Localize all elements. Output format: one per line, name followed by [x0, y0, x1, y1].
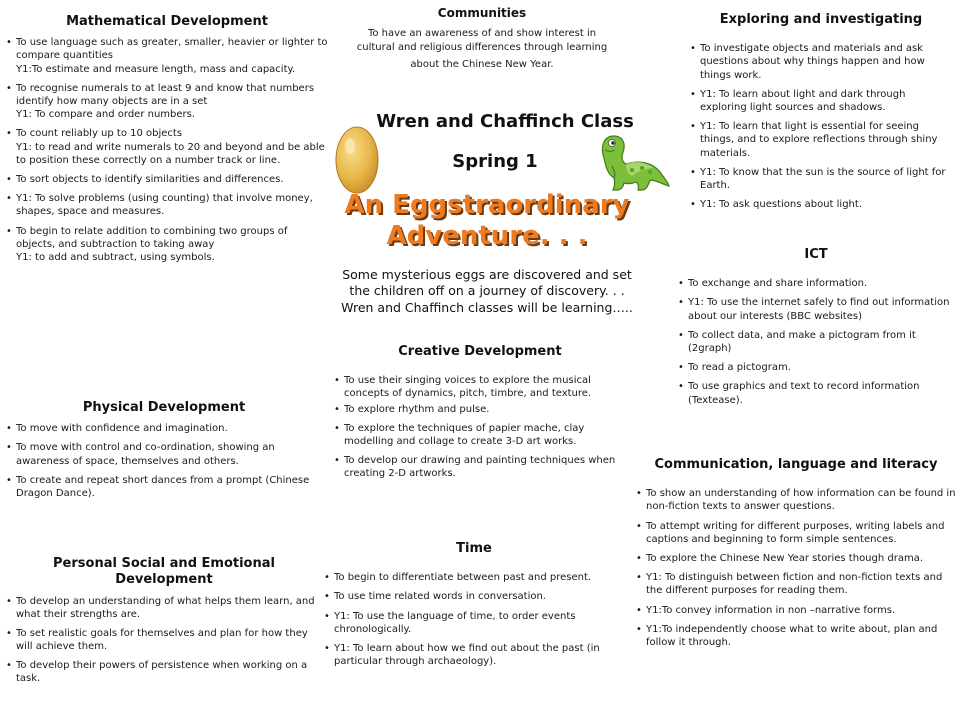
main-title: An Eggstraordinary Adventure. . . — [344, 190, 630, 252]
list-item: • To create and repeat short dances from a prompt (Chinese Dragon Dance). — [6, 474, 322, 500]
physical-section — [6, 400, 322, 506]
list-item: • Y1: To distinguish between fiction and non-fiction texts and the different purposes for reading them. — [636, 571, 956, 597]
list-item: • To explore the Chinese New Year stories though drama. — [636, 552, 956, 565]
pse-heading: Personal Social and Emotional Development — [53, 556, 275, 588]
list-item: • To collect data, and make a pictogram from it (2graph) — [678, 329, 954, 355]
cll-heading: Communication, language and literacy — [654, 457, 938, 472]
list-item: • To explore the techniques of papier mache, clay modelling and collage to create 3-D art works. — [334, 422, 626, 448]
ict-section — [678, 247, 954, 413]
list-item: • Y1: To solve problems (using counting) that involve money, shapes, space and measures. — [6, 192, 328, 218]
exploring-section — [690, 12, 952, 217]
cll-list — [636, 487, 956, 649]
communities-heading: Communities — [437, 6, 527, 20]
list-item: • Y1: To use the language of time, to order events chronologically. — [324, 610, 624, 636]
ict-heading: ICT — [804, 247, 828, 262]
list-item: • Y1: To learn about how we find out about the past (in particular through archaeology). — [324, 642, 624, 668]
list-item: • To use time related words in conversation. — [324, 590, 624, 603]
list-item: • To move with confidence and imagination. — [6, 422, 322, 435]
math-heading: Mathematical Development — [66, 14, 268, 29]
list-item: • To investigate objects and materials and ask questions about why things happen and how things work. — [690, 42, 952, 82]
list-item: • To use language such as greater, smaller, heavier or lighter to compare quantities Y1:To estimate and measure length, mass and capacity. — [6, 36, 328, 76]
list-item: • To explore rhythm and pulse. — [334, 403, 626, 416]
intro-text: Some mysterious eggs are discovered and set the children off on a journey of discovery. . . Wren and Chaffinch classes will be learning….. — [341, 267, 633, 315]
time-section — [324, 541, 624, 674]
list-item: • Y1:To independently choose what to write about, plan and follow it through. — [636, 623, 956, 649]
exploring-list — [690, 42, 952, 211]
list-item: • To develop their powers of persistence when working on a task. — [6, 659, 322, 685]
list-item: • To use graphics and text to record information (Textease). — [678, 380, 954, 406]
list-item: • Y1: To use the internet safely to find out information about our interests (BBC websites) — [678, 296, 954, 322]
list-item: • To use their singing voices to explore the musical concepts of dynamics, pitch, timbre, and texture. — [334, 374, 626, 400]
list-item: • To begin to relate addition to combining two groups of objects, and subtraction to taking away Y1: to add and subtract, using symbols. — [6, 225, 328, 265]
list-item: • To attempt writing for different purposes, writing labels and captions and beginning to form simple sentences. — [636, 520, 956, 546]
list-item: • To move with control and co-ordination, showing an awareness of space, themselves and others. — [6, 441, 322, 467]
list-item: • To exchange and share information. — [678, 277, 954, 290]
physical-heading: Physical Development — [82, 400, 246, 415]
list-item: • To develop our drawing and painting techniques when creating 2-D artworks. — [334, 454, 626, 480]
egg-image — [332, 118, 382, 196]
list-item: • To read a pictogram. — [678, 361, 954, 374]
egg-icon — [332, 118, 382, 196]
time-list — [324, 571, 624, 668]
pse-list — [6, 595, 322, 686]
list-item: • Y1: To learn about light and dark through exploring light sources and shadows. — [690, 88, 952, 114]
list-item: • Y1: To learn that light is essential for seeing things, and to explore reflections through shiny materials. — [690, 120, 952, 160]
list-item: • To show an understanding of how information can be found in non-fiction texts to answer questions. — [636, 487, 956, 513]
pse-section — [6, 556, 322, 692]
math-section — [6, 14, 328, 270]
cll-section — [636, 457, 956, 655]
math-list — [6, 36, 328, 264]
time-heading: Time — [456, 541, 492, 556]
exploring-heading: Exploring and investigating — [719, 12, 923, 27]
dinosaur-icon — [590, 130, 670, 192]
list-item: • To develop an understanding of what helps them learn, and what their strengths are. — [6, 595, 322, 621]
list-item: • To set realistic goals for themselves and plan for how they will achieve them. — [6, 627, 322, 653]
list-item: • Y1: To ask questions about light. — [690, 198, 952, 211]
communities-text: To have an awareness of and show interest in cultural and religious differences through learning about the Chinese New Year. — [356, 28, 608, 70]
creative-heading: Creative Development — [398, 344, 562, 359]
communities-section — [332, 6, 632, 75]
list-item: • To count reliably up to 10 objects Y1: to read and write numerals to 20 and beyond and be able to position these correctly on a number track or line. — [6, 127, 328, 167]
class-title: Wren and Chaffinch Class — [376, 111, 634, 132]
term-label: Spring 1 — [452, 151, 538, 172]
list-item: • Y1:To convey information in non –narrative forms. — [636, 604, 956, 617]
list-item: • To begin to differentiate between past and present. — [324, 571, 624, 584]
list-item: • To sort objects to identify similarities and differences. — [6, 173, 328, 186]
list-item: • Y1: To know that the sun is the source of light for Earth. — [690, 166, 952, 192]
physical-list — [6, 422, 322, 500]
creative-section — [334, 344, 626, 487]
creative-list — [334, 374, 626, 480]
ict-list — [678, 277, 954, 407]
dinosaur-image — [590, 130, 670, 192]
list-item: • To recognise numerals to at least 9 and know that numbers identify how many objects are in a set Y1: To compare and order numbers. — [6, 82, 328, 122]
